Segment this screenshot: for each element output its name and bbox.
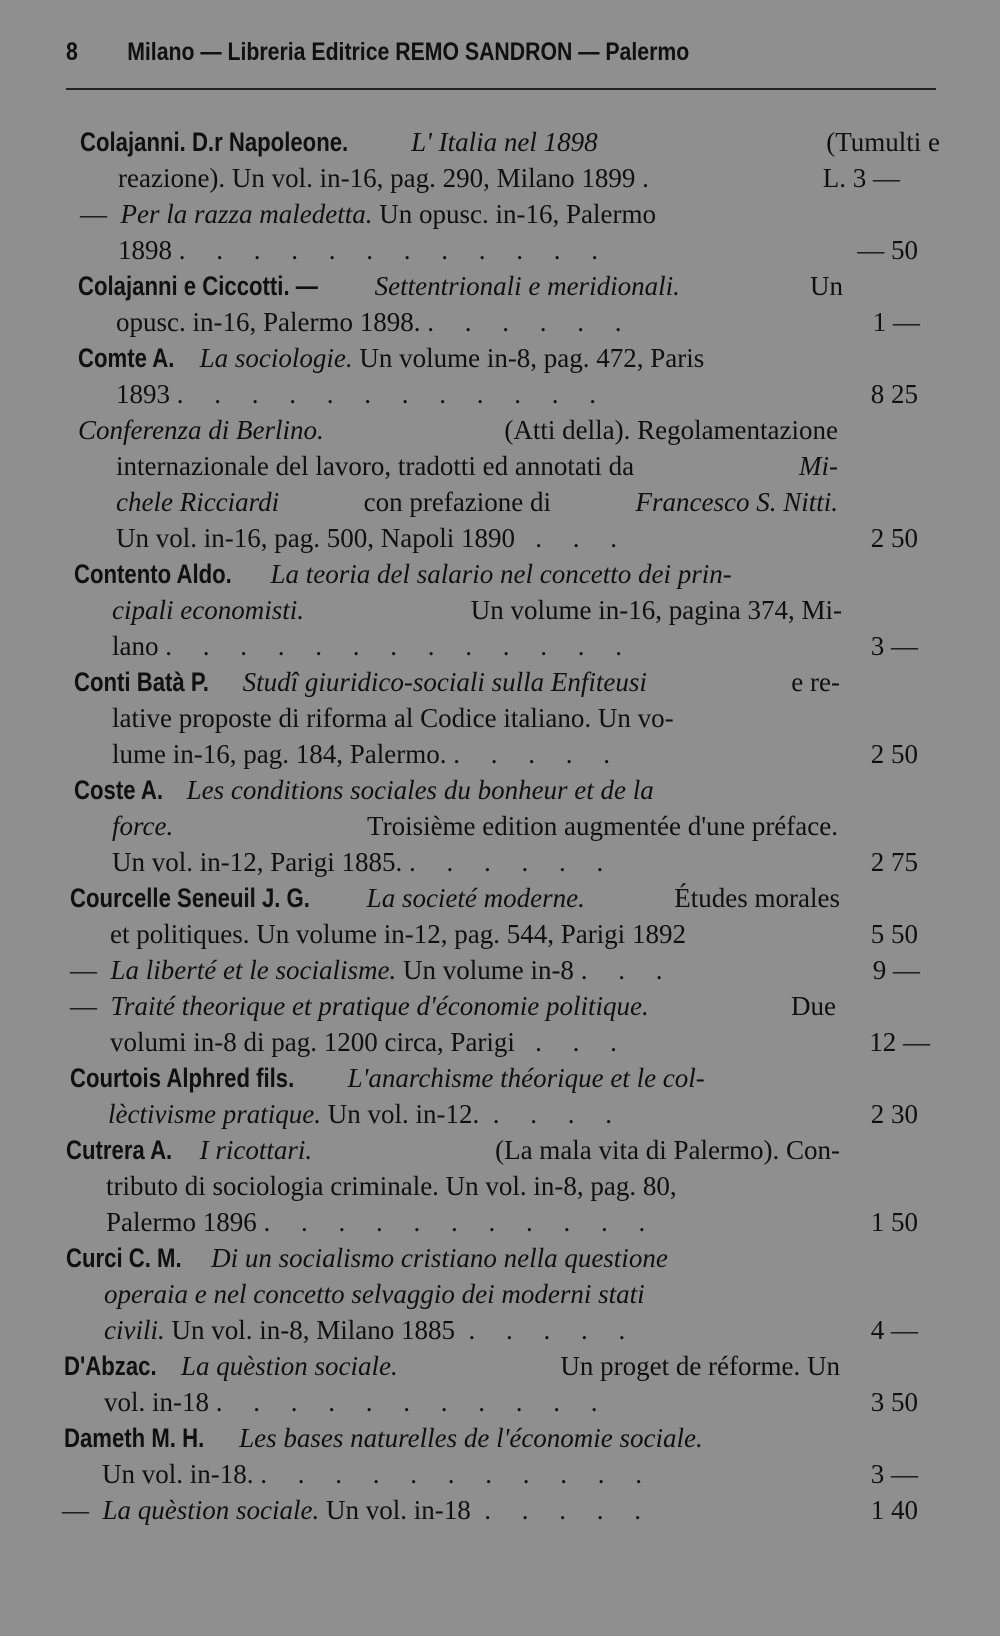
entry-author: D'Abzac. — [64, 1351, 157, 1381]
entry-title: Les conditions sociales du bonheur et de la — [186, 775, 654, 805]
entry-line — [66, 1240, 668, 1276]
entry-line — [64, 1348, 840, 1384]
entry-line — [102, 1456, 654, 1492]
entry-text: e re- — [791, 667, 840, 697]
entry-author: Comte A. — [78, 343, 175, 373]
entry-line — [116, 448, 838, 484]
entry-author: Courcelle Seneuil J. G. — [70, 883, 310, 913]
dot-leader: . . . . . — [484, 1495, 653, 1525]
dot-leader: . . . . . . . . . . . . . — [165, 631, 634, 661]
entry-price: L. 3 — — [822, 163, 900, 193]
entry-line — [112, 808, 838, 844]
entry-line — [116, 484, 838, 520]
entry-line — [110, 916, 686, 952]
entry-title: La liberté et le socialisme. — [110, 955, 397, 985]
entry-line — [74, 772, 654, 808]
entry-text: Un proget de réforme. Un — [560, 1351, 840, 1381]
dot-leader: . . . . — [492, 1099, 624, 1129]
entry-line — [74, 664, 840, 700]
entry-text: (La mala vita di Palermo). Con- — [495, 1135, 840, 1165]
entry-title: Settentrionali e meridionali. — [374, 271, 680, 301]
entry-dash: — — [62, 1495, 89, 1525]
entry-title: lèctivisme pratique. — [108, 1099, 321, 1129]
entry-line — [112, 628, 634, 664]
entry-text: Un vol. in-18 — [326, 1495, 471, 1525]
entry-author: Conti Batà P. — [74, 667, 209, 697]
entry-text: lume in-16, pag. 184, Palermo. — [112, 739, 447, 769]
entry-title: force. — [112, 811, 174, 841]
entry-price: 3 — — [870, 1459, 918, 1489]
entry-dash: — — [70, 991, 97, 1021]
entry-text: reazione). Un vol. in-16, pag. 290, Milano 1899 — [118, 163, 636, 193]
entry-text: (Tumulti e — [826, 127, 940, 157]
entry-line — [80, 124, 940, 160]
entry-text: lano — [112, 631, 159, 661]
dot-leader: . . . . . . . . . . . . — [176, 379, 608, 409]
entry-text: 1898 — [118, 235, 172, 265]
entry-dash: — — [80, 199, 107, 229]
entry-text: 1893 — [116, 379, 170, 409]
entry-title: cipali economisti. — [112, 595, 304, 625]
entry-line — [78, 268, 843, 304]
entry-title: L'anarchisme théorique et le col- — [347, 1063, 705, 1093]
entry-author: Coste A. — [74, 775, 163, 805]
entry-price: 3 — — [870, 631, 918, 661]
entry-line — [74, 556, 732, 592]
entry-text: lative proposte di riforma al Codice italiano. Un vo- — [112, 703, 674, 733]
entry-text: tributo di sociologia criminale. Un vol. in-8, pag. 80, — [106, 1171, 677, 1201]
entry-line — [118, 160, 661, 196]
entry-line — [112, 592, 842, 628]
entry-text: Un vol. in-12. — [327, 1099, 480, 1129]
entry-text: (Atti della). Regolamentazione — [504, 415, 838, 445]
entry-line — [70, 880, 840, 916]
entry-line — [70, 988, 836, 1024]
entry-line — [116, 520, 629, 556]
dot-leader: . . . — [535, 1027, 629, 1057]
entry-line — [108, 1096, 624, 1132]
entry-text: Un opusc. in-16, Palermo — [379, 199, 656, 229]
running-header — [66, 30, 797, 74]
entry-title: La teoria del salario nel concetto dei prin- — [270, 559, 732, 589]
entry-line — [118, 232, 610, 268]
entry-line — [110, 1024, 629, 1060]
dot-leader: . . . . . — [468, 1315, 638, 1345]
entry-text: internazionale del lavoro, tradotti ed annotati da — [116, 451, 635, 481]
entry-text: Troisième edition augmentée d'une préface. — [367, 811, 838, 841]
entry-author: Cutrera A. — [66, 1135, 173, 1165]
entry-line — [104, 1384, 610, 1420]
entry-author: Courtois Alphred fils. — [70, 1063, 295, 1093]
entry-title: Mi- — [799, 451, 838, 481]
entry-text: Un volume in-16, pagina 374, Mi- — [470, 595, 842, 625]
entry-line — [112, 844, 615, 880]
dot-leader: . . . . . . . . . . . — [215, 1387, 610, 1417]
entry-price: 9 — — [872, 955, 920, 985]
header-rule — [66, 88, 936, 90]
entry-text: Un vol. in-8, Milano 1885 — [171, 1315, 455, 1345]
entry-dash: — — [70, 955, 97, 985]
entry-title: Conferenza di Berlino. — [78, 415, 324, 445]
entry-line — [80, 196, 656, 232]
entry-line — [116, 304, 633, 340]
entry-text: con prefazione di — [363, 487, 552, 517]
entry-price: 3 50 — [870, 1387, 918, 1417]
entry-line — [106, 1168, 677, 1204]
entry-author: Colajanni. D.r Napoleone. — [80, 127, 349, 157]
entry-line — [106, 1204, 657, 1240]
entry-price: 2 30 — [870, 1099, 918, 1129]
entry-line — [104, 1312, 637, 1348]
running-title: Milano — Libreria Editrice REMO SANDRON — Palermo — [127, 37, 690, 66]
entry-price: 2 75 — [870, 847, 918, 877]
entry-title: I ricottari. — [199, 1135, 313, 1165]
entry-title: Traité theorique et pratique d'économie politique. — [110, 991, 649, 1021]
dot-leader: . . . . . . — [427, 307, 634, 337]
dot-leader: . . . . . . . . . . . — [260, 1459, 654, 1489]
entry-line — [78, 412, 838, 448]
entry-text: Un vol. in-16, pag. 500, Napoli 1890 — [116, 523, 515, 553]
entry-title: Per la razza maledetta. — [120, 199, 373, 229]
entry-title: chele Ricciardi — [116, 487, 280, 517]
entry-title: Studî giuridico-sociali sulla Enfiteusi — [242, 667, 647, 697]
entry-title: Francesco S. Nitti. — [635, 487, 838, 517]
entry-line — [66, 1132, 840, 1168]
entry-price: — 50 — [857, 235, 918, 265]
entry-text: Un vol. in-18. — [102, 1459, 254, 1489]
entry-line — [70, 1060, 705, 1096]
entry-title: La sociologie. — [199, 343, 353, 373]
entry-text: Due — [791, 991, 836, 1021]
entry-price: 1 50 — [870, 1207, 918, 1237]
entry-author: Colajanni e Ciccotti. — — [78, 271, 318, 301]
entry-title: La societé moderne. — [366, 883, 585, 913]
entry-title: Les bases naturelles de l'économie sociale. — [239, 1423, 703, 1453]
entry-text: Un volume in-8, pag. 472, Paris — [359, 343, 705, 373]
entry-text: Études morales — [674, 883, 840, 913]
dot-leader: . . . — [535, 523, 629, 553]
entry-price: 12 — — [869, 1027, 930, 1057]
entry-title: Di un socialismo cristiano nella questione — [211, 1243, 668, 1273]
entry-text: volumi in-8 di pag. 1200 circa, Parigi — [110, 1027, 515, 1057]
dot-leader: . . . . . . . . . . . — [263, 1207, 658, 1237]
entry-line — [112, 736, 622, 772]
dot-leader: . — [642, 163, 661, 193]
entry-price: 2 50 — [870, 739, 918, 769]
entry-text: Palermo 1896 — [106, 1207, 257, 1237]
entry-title: La quèstion sociale. — [181, 1351, 398, 1381]
entry-price: 1 — — [872, 307, 920, 337]
entry-text: et politiques. Un volume in-12, pag. 544, Parigi 1892 — [110, 919, 686, 949]
entry-author: Curci C. M. — [66, 1243, 182, 1273]
entry-line — [112, 700, 674, 736]
entry-line — [78, 340, 704, 376]
entry-title: L' Italia nel 1898 — [411, 127, 598, 157]
page-number: 8 — [66, 37, 78, 66]
entry-title: La quèstion sociale. — [102, 1495, 320, 1525]
entry-text: opusc. in-16, Palermo 1898. — [116, 307, 421, 337]
entry-price: 2 50 — [870, 523, 918, 553]
entry-price: 5 50 — [870, 919, 918, 949]
entry-title: civili. — [104, 1315, 165, 1345]
entry-price: 4 — — [870, 1315, 918, 1345]
entry-price: 8 25 — [870, 379, 918, 409]
entry-line — [70, 952, 674, 988]
entry-author: Dameth M. H. — [64, 1423, 205, 1453]
entry-title: operaia e nel concetto selvaggio dei moderni stati — [104, 1279, 645, 1309]
dot-leader: . . . — [580, 955, 675, 985]
entry-text: vol. in-18 — [104, 1387, 209, 1417]
entry-price: 1 40 — [870, 1495, 918, 1525]
entry-line — [62, 1492, 653, 1528]
entry-text: Un — [810, 271, 843, 301]
entry-author: Contento Aldo. — [74, 559, 232, 589]
entry-line — [116, 376, 608, 412]
entry-text: Un vol. in-12, Parigi 1885. — [112, 847, 403, 877]
dot-leader: . . . . . — [453, 739, 622, 769]
dot-leader: . . . . . . — [409, 847, 616, 877]
dot-leader: . . . . . . . . . . . . — [178, 235, 610, 265]
entry-text: Un volume in-8 — [402, 955, 574, 985]
entry-line — [64, 1420, 703, 1456]
entry-line — [104, 1276, 645, 1312]
